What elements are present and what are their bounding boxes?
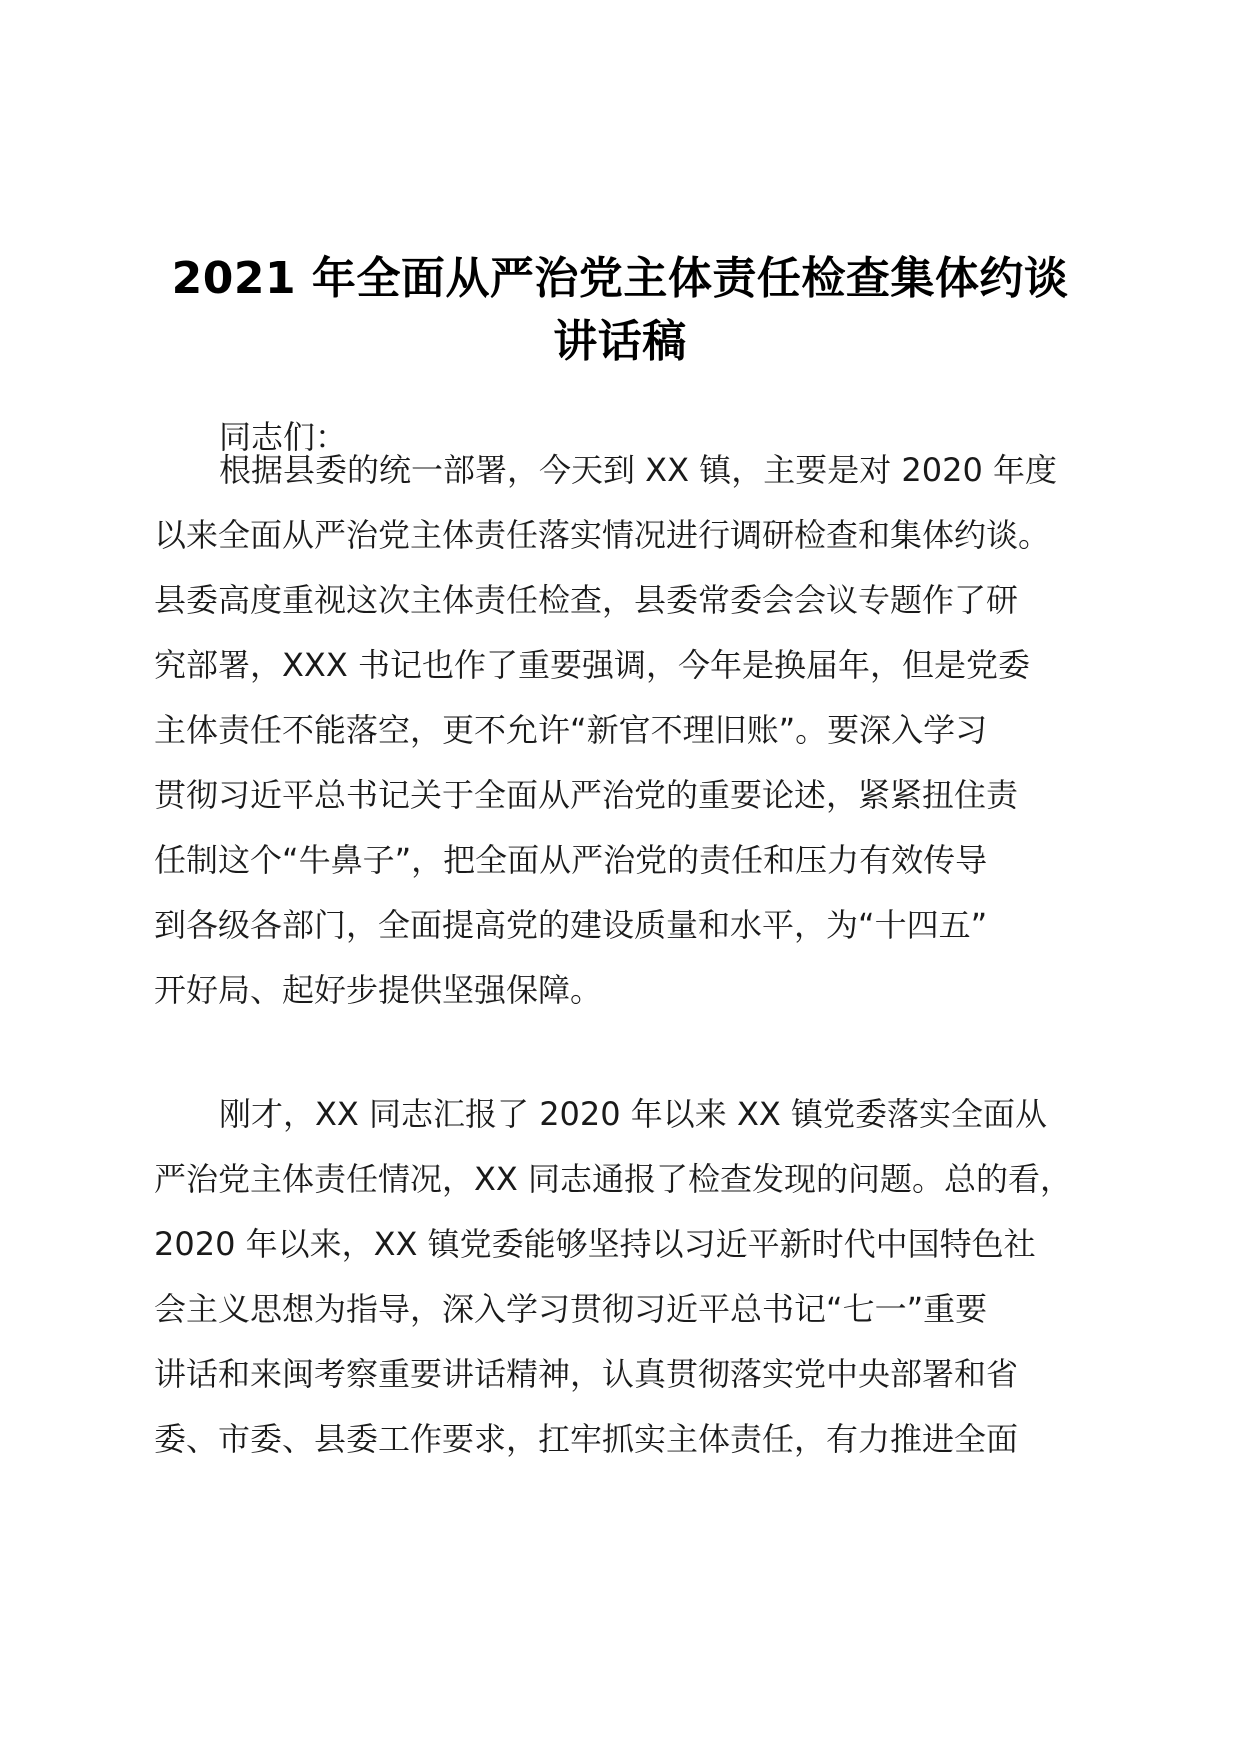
paragraph-line: 主体责任不能落空，更不允许“新官不理旧账”。要深入学习	[154, 711, 988, 749]
paragraph-line: 究部署，XXX 书记也作了重要强调，今年是换届年，但是党委	[154, 646, 1030, 684]
document-title	[150, 247, 1090, 373]
paragraph-line: 开好局、起好步提供坚强保障。	[154, 971, 603, 1009]
paragraph-line: 以来全面从严治党主体责任落实情况进行调研检查和集体约谈。	[154, 516, 1051, 554]
paragraph-1	[154, 438, 1094, 1023]
paragraph-line: 严治党主体责任情况，XX 同志通报了检查发现的问题。总的看，	[154, 1160, 1073, 1198]
paragraph-line: 根据县委的统一部署，今天到 XX 镇，主要是对 2020 年度	[219, 451, 1057, 489]
title-line-2: 讲话稿	[553, 316, 687, 367]
title-line-1: 2021 年全面从严治党主体责任检查集体约谈	[171, 253, 1069, 304]
paragraph-line: 县委高度重视这次主体责任检查，县委常委会会议专题作了研	[154, 581, 1019, 619]
paragraph-line: 2020 年以来，XX 镇党委能够坚持以习近平新时代中国特色社	[154, 1225, 1036, 1263]
paragraph-line: 任制这个“牛鼻子”，把全面从严治党的责任和压力有效传导	[154, 841, 988, 879]
paragraph-line: 刚才，XX 同志汇报了 2020 年以来 XX 镇党委落实全面从	[219, 1095, 1047, 1133]
salutation: 同志们：	[219, 418, 348, 456]
paragraph-line: 贯彻习近平总书记关于全面从严治党的重要论述，紧紧扭住责	[154, 776, 1019, 814]
paragraph-line: 委、市委、县委工作要求，扛牢抓实主体责任，有力推进全面	[154, 1420, 1019, 1458]
paragraph-line: 到各级各部门，全面提高党的建设质量和水平，为“十四五”	[154, 906, 988, 944]
paragraph-2	[154, 1082, 1094, 1472]
paragraph-line: 会主义思想为指导，深入学习贯彻习近平总书记“七一”重要	[154, 1290, 988, 1328]
paragraph-line: 讲话和来闽考察重要讲话精神，认真贯彻落实党中央部署和省	[154, 1355, 1019, 1393]
